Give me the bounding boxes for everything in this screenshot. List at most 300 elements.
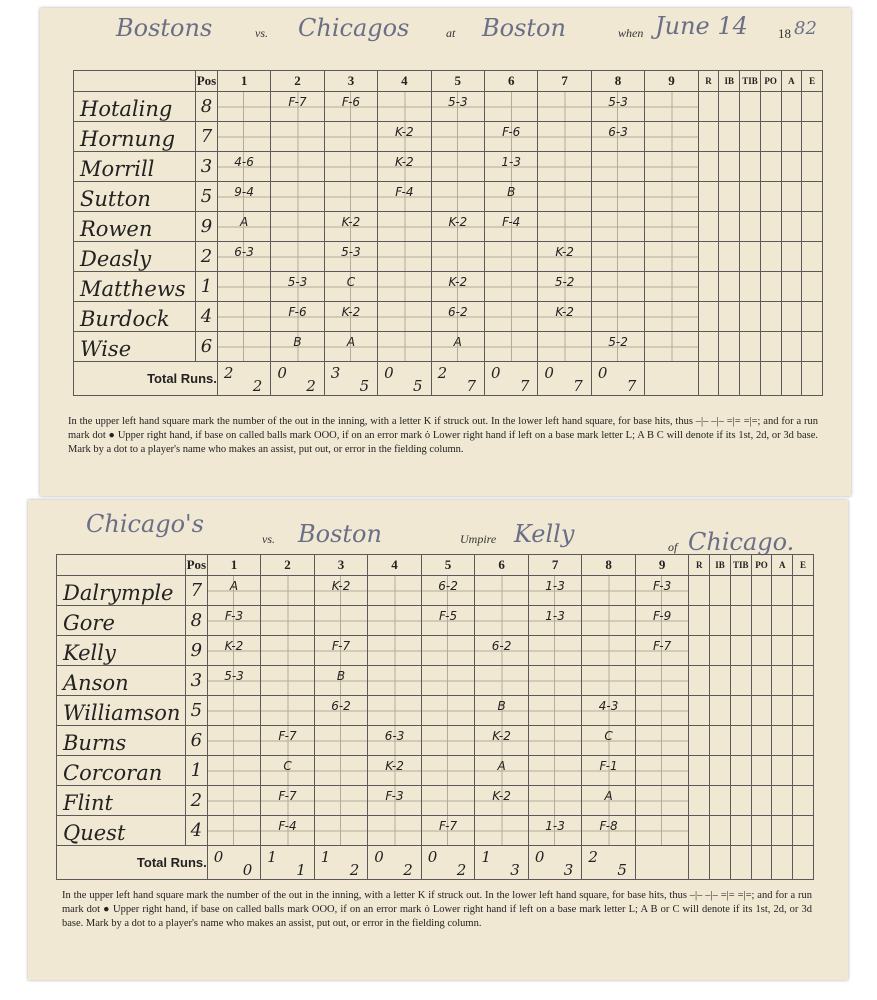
total-runs-label: Total Runs. (74, 362, 218, 396)
column-header: TIB (730, 555, 751, 576)
player-name: Hornung (80, 127, 176, 151)
inning-cell (207, 756, 261, 786)
inning-total-cell (591, 362, 644, 396)
inning-cell (475, 606, 529, 636)
inning-cell (582, 786, 636, 816)
stat-cell (730, 786, 751, 816)
inning-cell (421, 636, 475, 666)
inning-cell (207, 636, 261, 666)
inning-cell (485, 152, 538, 182)
column-header: 5 (421, 555, 475, 576)
inning-runs: 0 (277, 364, 287, 382)
player-row (74, 92, 823, 122)
inning-cell (217, 212, 270, 242)
stat-cell (793, 726, 814, 756)
inning-cell (485, 212, 538, 242)
inning-cell (421, 606, 475, 636)
inning-cell (591, 272, 644, 302)
play-mark: C (604, 729, 613, 743)
inning-cell (207, 726, 261, 756)
scorecard-page-boston (40, 8, 851, 496)
stat-cell (772, 726, 793, 756)
inning-cell (485, 332, 538, 362)
play-mark: F-7 (438, 819, 458, 833)
player-position: 7 (196, 122, 218, 152)
inning-cell (261, 756, 315, 786)
inning-cell (314, 576, 368, 606)
vs-label: vs. (255, 26, 268, 40)
player-row (57, 696, 814, 726)
inning-runs: 0 (427, 848, 438, 866)
inning-cell (324, 212, 377, 242)
stat-cell (740, 332, 761, 362)
scoring-instructions: In the upper left hand square mark the number of the out in the inning, with a letter K if struck out. In the lower left hand square, for base hits, thus –|– –|– =|= =|=; and for a run mark dot ● Upper right hand, if base on called balls mark OOO, if on an error mark ȯ Lower right hand if left on a base mark letter L; A B C will denote if its 1st, 2d, or 3d base. Mark by a dot to a player's name who makes an assist, put out, or error in the fielding column. (68, 416, 818, 455)
player-position: 6 (196, 332, 218, 362)
stat-cell (730, 606, 751, 636)
cumulative-runs: 2 (403, 861, 413, 879)
inning-total-cell (271, 362, 324, 396)
stat-cell (793, 576, 814, 606)
stat-cell (772, 636, 793, 666)
play-mark: F-3 (385, 789, 404, 803)
cumulative-runs: 7 (466, 377, 476, 395)
play-mark: F-3 (653, 579, 672, 593)
stat-cell (793, 816, 814, 846)
stat-cell (751, 756, 772, 786)
stat-cell (698, 152, 719, 182)
inning-cell (261, 636, 315, 666)
stat-cell (698, 362, 719, 396)
inning-cell (582, 636, 636, 666)
stat-cell (751, 726, 772, 756)
player-name-cell (57, 666, 186, 696)
cumulative-runs: 3 (563, 861, 574, 879)
player-name-cell (74, 272, 196, 302)
stat-cell (719, 122, 740, 152)
inning-total-cell (635, 846, 689, 880)
scorecard-table-chicago (56, 554, 814, 880)
column-header: 2 (261, 555, 315, 576)
umpire-name: Kelly (514, 520, 575, 548)
play-mark: 6-3 (608, 125, 628, 139)
inning-cell (645, 302, 698, 332)
stat-cell (740, 212, 761, 242)
inning-cell (207, 786, 261, 816)
inning-cell (431, 332, 484, 362)
cumulative-runs: 2 (456, 861, 467, 879)
cumulative-runs: 2 (306, 377, 316, 395)
inning-cell (538, 332, 591, 362)
scoring-instructions: In the upper left hand square mark the number of the out in the inning, with a letter K if struck out. In the lower left hand square, for base hits, thus –|– –|– =|= =|=; and for a run mark dot ● Upper right hand, if base on called balls mark OOO, if on an error mark ȯ Lower right hand if left on a base mark letter L; A B or C will denote if its 1st, 2d, or 3d base. Mark by a dot to a player's name who makes an assist, put out, or error in the fielding column. (62, 890, 812, 929)
inning-cell (324, 182, 377, 212)
stat-cell (689, 846, 710, 880)
play-mark: F-7 (278, 729, 297, 743)
player-row (74, 212, 823, 242)
player-name: Flint (63, 791, 113, 815)
column-header: PO (760, 71, 781, 92)
game-header (40, 8, 851, 48)
stat-cell (689, 606, 710, 636)
stat-cell (772, 666, 793, 696)
when-label: when (618, 26, 644, 40)
player-row (74, 332, 823, 362)
inning-cell (271, 92, 324, 122)
inning-cell (485, 92, 538, 122)
inning-cell (207, 606, 261, 636)
home-team: Bostons (116, 14, 213, 42)
play-mark: 6-2 (447, 305, 468, 319)
stat-cell (760, 152, 781, 182)
player-name: Deasly (80, 247, 152, 271)
header-name-cell (74, 71, 196, 92)
stat-cell (781, 242, 802, 272)
player-name: Burns (63, 731, 127, 755)
inning-total-cell (217, 362, 270, 396)
inning-cell (538, 272, 591, 302)
stat-cell (751, 696, 772, 726)
stat-cell (781, 182, 802, 212)
player-name-cell (57, 636, 186, 666)
column-header: E (793, 555, 814, 576)
stat-cell (793, 666, 814, 696)
player-position: 6 (185, 726, 207, 756)
player-name: Corcoran (63, 761, 163, 785)
inning-cell (261, 726, 315, 756)
inning-cell (368, 756, 422, 786)
inning-cell (421, 726, 475, 756)
stat-cell (760, 212, 781, 242)
inning-runs: 2 (223, 364, 234, 382)
inning-cell (378, 92, 431, 122)
inning-cell (582, 756, 636, 786)
player-name: Burdock (80, 307, 170, 331)
play-mark: F-5 (438, 609, 458, 623)
cumulative-runs: 7 (519, 377, 530, 395)
stat-cell (740, 182, 761, 212)
inning-cell (431, 302, 484, 332)
stat-cell (802, 182, 823, 212)
stat-cell (781, 272, 802, 302)
inning-cell (217, 92, 270, 122)
inning-cell (378, 332, 431, 362)
player-name: Hotaling (80, 97, 173, 121)
stat-cell (760, 362, 781, 396)
stat-cell (730, 756, 751, 786)
inning-cell (324, 272, 377, 302)
play-mark: 5-3 (341, 245, 361, 259)
inning-cell (591, 302, 644, 332)
play-mark: A (497, 759, 506, 773)
inning-runs: 0 (491, 364, 501, 382)
inning-runs: 2 (437, 364, 448, 382)
inning-cell (485, 302, 538, 332)
play-mark: F-1 (599, 759, 618, 773)
player-name-cell (74, 332, 196, 362)
stat-cell (710, 816, 731, 846)
inning-total-cell (538, 362, 591, 396)
inning-cell (431, 122, 484, 152)
player-name-cell (57, 756, 186, 786)
stat-cell (698, 122, 719, 152)
player-position: 9 (196, 212, 218, 242)
inning-cell (431, 152, 484, 182)
inning-cell (635, 576, 689, 606)
play-mark: K-2 (395, 155, 414, 169)
inning-cell (314, 786, 368, 816)
inning-cell (261, 606, 315, 636)
stat-cell (772, 696, 793, 726)
player-name-cell (57, 786, 186, 816)
inning-cell (431, 212, 484, 242)
play-mark: 1-3 (545, 819, 565, 833)
player-position: 1 (196, 272, 218, 302)
inning-cell (271, 182, 324, 212)
inning-cell (591, 92, 644, 122)
stat-cell (802, 122, 823, 152)
inning-cell (421, 666, 475, 696)
inning-cell (635, 696, 689, 726)
at-label: at (446, 26, 456, 40)
column-header: Pos (185, 555, 207, 576)
play-mark: 5-3 (224, 669, 244, 683)
player-row (57, 756, 814, 786)
stat-cell (793, 606, 814, 636)
inning-total-cell (368, 846, 422, 880)
column-header: 8 (582, 555, 636, 576)
play-mark: K-2 (385, 759, 404, 773)
stat-cell (710, 786, 731, 816)
inning-cell (324, 302, 377, 332)
visiting-team: Chicagos (298, 14, 410, 42)
inning-runs: 0 (597, 364, 608, 382)
inning-cell (591, 182, 644, 212)
player-row (57, 666, 814, 696)
player-position: 2 (185, 786, 207, 816)
play-mark: K-2 (448, 275, 468, 289)
stat-cell (719, 212, 740, 242)
player-name: Matthews (80, 277, 186, 301)
inning-cell (217, 332, 270, 362)
inning-cell (582, 576, 636, 606)
stat-cell (710, 606, 731, 636)
stat-cell (689, 666, 710, 696)
inning-cell (324, 122, 377, 152)
player-name-cell (57, 576, 186, 606)
player-name-cell (74, 212, 196, 242)
inning-cell (421, 696, 475, 726)
stat-cell (751, 786, 772, 816)
column-header: 6 (475, 555, 529, 576)
inning-total-cell (528, 846, 582, 880)
play-mark: A (604, 789, 613, 803)
inning-cell (271, 152, 324, 182)
player-name-cell (74, 152, 196, 182)
cumulative-runs: 5 (413, 377, 423, 395)
inning-cell (475, 636, 529, 666)
player-row (74, 122, 823, 152)
play-mark: K-2 (224, 639, 244, 653)
play-mark: B (336, 669, 346, 683)
inning-total-cell (421, 846, 475, 880)
stat-cell (689, 696, 710, 726)
player-row (57, 816, 814, 846)
inning-cell (475, 666, 529, 696)
inning-cell (635, 666, 689, 696)
stat-cell (730, 636, 751, 666)
player-name: Williamson (63, 701, 181, 725)
stat-cell (719, 332, 740, 362)
inning-cell (582, 816, 636, 846)
inning-total-cell (324, 362, 377, 396)
play-mark: 6-2 (491, 639, 512, 653)
cumulative-runs: 3 (510, 861, 520, 879)
stat-cell (719, 272, 740, 302)
stat-cell (710, 636, 731, 666)
player-position: 8 (185, 606, 207, 636)
inning-cell (207, 576, 261, 606)
stat-cell (710, 696, 731, 726)
inning-total-cell (261, 846, 315, 880)
stat-cell (772, 816, 793, 846)
stat-cell (689, 726, 710, 756)
stat-cell (751, 636, 772, 666)
player-name-cell (74, 302, 196, 332)
inning-cell (368, 576, 422, 606)
play-mark: 6-3 (384, 729, 405, 743)
player-name-cell (74, 122, 196, 152)
inning-cell (591, 242, 644, 272)
inning-cell (475, 726, 529, 756)
game-location: Boston (482, 14, 566, 42)
inning-cell (645, 152, 698, 182)
player-name-cell (74, 92, 196, 122)
inning-runs: 0 (534, 848, 545, 866)
inning-runs: 0 (374, 848, 384, 866)
inning-cell (635, 816, 689, 846)
player-position: 3 (196, 152, 218, 182)
player-position: 8 (196, 92, 218, 122)
inning-cell (324, 92, 377, 122)
stat-cell (772, 576, 793, 606)
inning-cell (591, 212, 644, 242)
inning-total-cell (314, 846, 368, 880)
inning-cell (645, 182, 698, 212)
play-mark: K-2 (395, 125, 414, 139)
stat-cell (689, 756, 710, 786)
total-runs-row (74, 362, 823, 396)
inning-cell (314, 606, 368, 636)
stat-cell (698, 272, 719, 302)
umpire-city: Chicago. (688, 528, 795, 556)
column-header: IB (710, 555, 731, 576)
inning-cell (645, 332, 698, 362)
inning-cell (314, 756, 368, 786)
inning-cell (538, 212, 591, 242)
play-mark: F-7 (331, 639, 351, 653)
inning-runs: 2 (588, 848, 598, 866)
player-name: Sutton (80, 187, 151, 211)
stat-cell (719, 152, 740, 182)
play-mark: F-8 (599, 819, 618, 833)
inning-cell (217, 182, 270, 212)
inning-cell (421, 816, 475, 846)
inning-cell (314, 666, 368, 696)
inning-cell (314, 726, 368, 756)
play-mark: K-2 (341, 215, 361, 229)
player-row (74, 152, 823, 182)
inning-cell (538, 242, 591, 272)
inning-cell (591, 332, 644, 362)
inning-cell (475, 756, 529, 786)
play-mark: F-3 (224, 609, 244, 623)
stat-cell (719, 242, 740, 272)
inning-cell (475, 576, 529, 606)
play-mark: 5-2 (608, 335, 628, 349)
column-header: IB (719, 71, 740, 92)
stat-cell (760, 92, 781, 122)
stat-cell (698, 302, 719, 332)
stat-cell (689, 576, 710, 606)
inning-cell (421, 786, 475, 816)
column-header: 6 (485, 71, 538, 92)
column-header: TIB (740, 71, 761, 92)
inning-cell (538, 302, 591, 332)
cumulative-runs: 5 (617, 861, 627, 879)
cumulative-runs: 7 (626, 377, 637, 395)
stat-cell (772, 846, 793, 880)
inning-cell (421, 576, 475, 606)
player-name-cell (57, 816, 186, 846)
player-position: 5 (196, 182, 218, 212)
stat-cell (719, 362, 740, 396)
play-mark: A (239, 215, 249, 229)
player-row (57, 636, 814, 666)
play-mark: B (293, 335, 302, 349)
player-position: 5 (185, 696, 207, 726)
inning-cell (324, 152, 377, 182)
stat-cell (740, 152, 761, 182)
cumulative-runs: 7 (573, 377, 583, 395)
inning-cell (582, 726, 636, 756)
vs-label: vs. (262, 532, 275, 546)
inning-cell (217, 302, 270, 332)
inning-cell (635, 726, 689, 756)
play-mark: K-2 (555, 305, 574, 319)
stat-cell (730, 666, 751, 696)
stat-cell (698, 212, 719, 242)
inning-cell (324, 332, 377, 362)
play-mark: F-7 (288, 95, 307, 109)
inning-cell (645, 212, 698, 242)
inning-cell (217, 272, 270, 302)
inning-cell (261, 696, 315, 726)
player-name-cell (74, 182, 196, 212)
total-runs-label: Total Runs. (57, 846, 208, 880)
inning-cell (271, 272, 324, 302)
play-mark: 6-2 (438, 579, 458, 593)
column-header: E (802, 71, 823, 92)
of-label: of (668, 540, 678, 554)
player-row (57, 786, 814, 816)
player-row (57, 606, 814, 636)
column-header: 9 (635, 555, 689, 576)
inning-runs: 3 (330, 364, 341, 382)
stat-cell (760, 242, 781, 272)
inning-cell (528, 726, 582, 756)
play-mark: F-6 (288, 305, 307, 319)
inning-cell (475, 786, 529, 816)
column-header: A (772, 555, 793, 576)
